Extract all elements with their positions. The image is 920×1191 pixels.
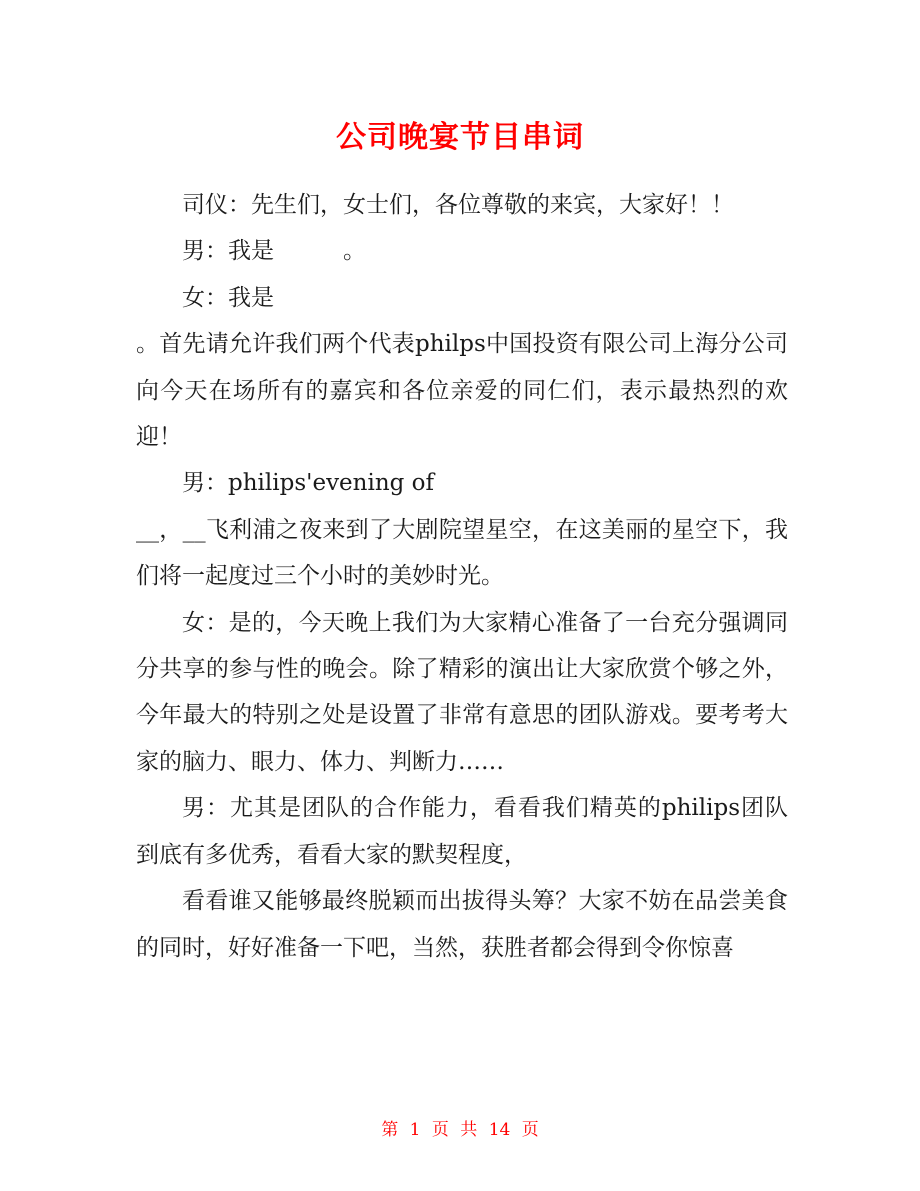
document-body	[136, 182, 788, 971]
paragraph-female-program: 女：是的，今天晚上我们为大家精心准备了一台充分强调同分共享的参与性的晚会。除了精彩的演出让大家欣赏个够之外，今年最大的特别之处是设置了非常有意思的团队游戏。要考考大家的脑力、眼力、体力、判断力……	[136, 609, 788, 775]
paragraph-venue: __，__飞利浦之夜来到了大剧院望星空，在这美丽的星空下，我们将一起度过三个小时的美妙时光。	[136, 516, 788, 590]
page-number-footer: 第 1 页 共 14 页	[381, 1120, 539, 1140]
paragraph-male-intro: 男：我是 。	[182, 238, 366, 265]
paragraph-winner: 看看谁又能够最终脱颖而出拔得头筹？大家不妨在品尝美食的同时，好好准备一下吧，当然，获胜者都会得到令你惊喜	[136, 888, 788, 961]
paragraph-female-intro: 女：我是	[182, 284, 274, 311]
paragraph-welcome: 。首先请允许我们两个代表philps中国投资有限公司上海分公司向今天在场所有的嘉宾和各位亲爱的同仁们，表示最热烈的欢迎！	[136, 331, 788, 451]
paragraph-male-team: 男：尤其是团队的合作能力，看看我们精英的philips团队到底有多优秀，看看大家的默契程度，	[136, 795, 788, 868]
paragraph-male-evening: 男：philips'evening of	[182, 470, 435, 497]
paragraph-host-greeting: 司仪：先生们，女士们，各位尊敬的来宾，大家好！！	[182, 192, 734, 218]
document-title: 公司晚宴节目串词	[336, 120, 584, 155]
